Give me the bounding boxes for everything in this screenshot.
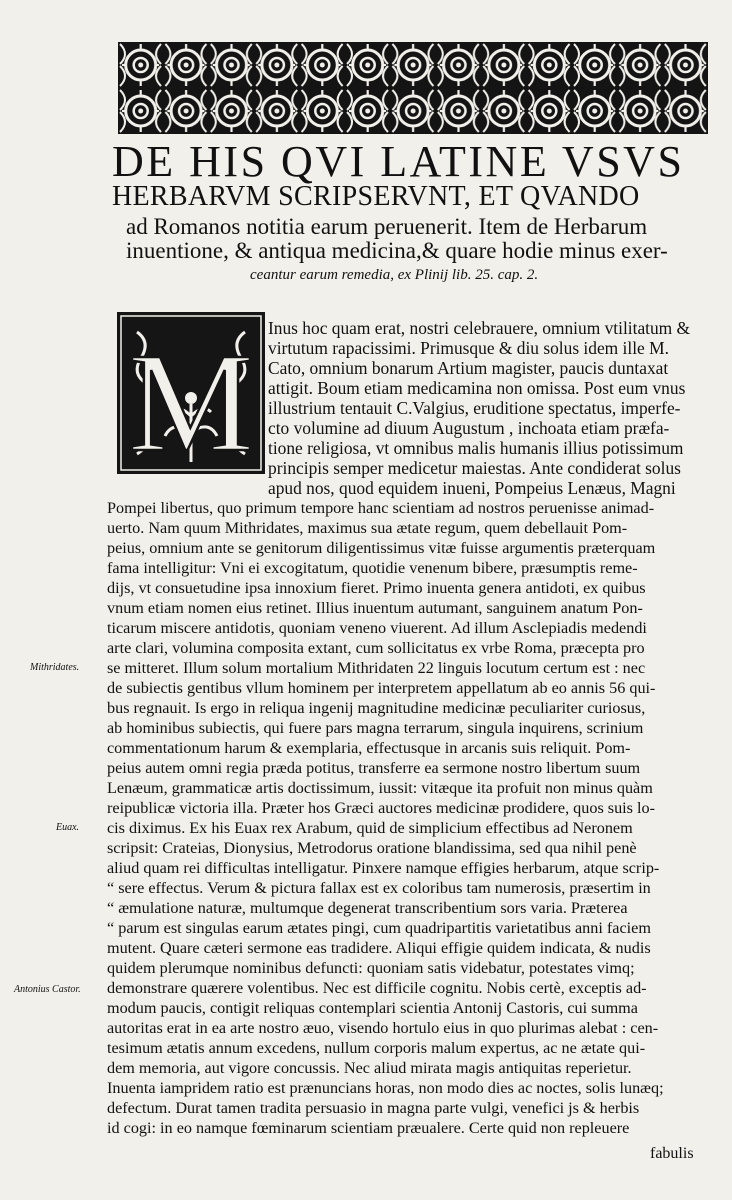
- chapter-source-reference: ceantur earum remedia, ex Plinij lib. 25. cap. 2.: [250, 267, 539, 283]
- text-line: Inuenta iampridem ratio est prænuncians horas, non modo dies ac noctes, solis lunæq;: [107, 1079, 664, 1097]
- decorated-initial: [117, 312, 265, 474]
- text-line: Inus hoc quam erat, nostri celebrauere, omnium vtilitatum &: [268, 318, 691, 338]
- text-line: ticarum miscere antidotis, quoniam veneno viuerent. Ad illum Asclepiadis medendi: [107, 619, 647, 637]
- text-line: autoritas erat in ea arte nostro æuo, visendo hortulo eius in quo plurimas alebat : cen-: [107, 1019, 659, 1037]
- text-line: scripsit: Crateias, Dionysius, Metrodorus oratione blandissima, sed qua nihil penè: [107, 839, 637, 857]
- text-line: cis diximus. Ex his Euax rex Arabum, quid de simplicium effectibus ad Neronem: [107, 819, 633, 837]
- chapter-title: DE HIS QVI LATINE VSVS: [112, 137, 685, 186]
- text-line: commentationum harum & exemplaria, effectusque in arcanis suis reliquit. Pom-: [107, 739, 631, 757]
- text-line: modum paucis, contigit reliquas contemplari scientia Antonij Castoris, cui summa: [107, 999, 638, 1017]
- text-line: attigit. Boum etiam medicamina non omissa. Post eum vnus: [268, 378, 686, 398]
- margin-note-mithridates: Mithridates.: [30, 662, 80, 673]
- text-line: apud nos, quod equidem inueni, Pompeius Lenæus, Magni: [268, 478, 676, 498]
- text-line: “ æmulatione naturæ, multumque degenerat transcribentium sors varia. Præterea: [107, 899, 628, 917]
- text-line: id cogi: in eo namque fœminarum scientiam præualere. Certe quid non repleuere: [107, 1119, 630, 1137]
- text-line: peius, omnium ante se genitorum diligentissimus vitæ fuisse argumentis præterquam: [107, 539, 656, 557]
- text-line: bus regnauit. Is ergo in reliqua ingenij magnitudine medicinæ peculiariter curiosus,: [107, 699, 646, 717]
- text-line: arte clari, volumina composita extant, cum sollicitatus ex vrbe Roma, præcepta pro: [107, 639, 645, 657]
- text-line: principis semper medicetur maiestas. Ante condiderat solus: [268, 458, 681, 478]
- text-line: peius autem omni regia præda potitus, transferre ea sermone nostro libertum suum: [107, 759, 641, 777]
- text-line: quidem plerumque nominibus defuncti: quoniam satis videbatur, potestates vimq;: [107, 959, 635, 977]
- catchword: fabulis: [650, 1145, 694, 1162]
- text-line: cto volumine ad diuum Augustum , inchoata etiam præfa-: [268, 418, 670, 438]
- text-line: mutent. Quare cæteri sermone eas tradidere. Aliqui effigie quidem indicata, & nudis: [107, 939, 651, 957]
- text-line: illustrium tentauit C.Valgius, eruditione spectatus, imperfe-: [268, 398, 681, 418]
- chapter-subtitle-line: ad Romanos notitia earum peruenerit. Item de Herbarum: [126, 214, 648, 239]
- chapter-subtitle-line: inuentione, & antiqua medicina,& quare hodie minus exer-: [126, 238, 668, 263]
- text-line: vnum etiam nomen eius retinet. Illius inuentum autumant, sanguinem anatum Pon-: [107, 599, 643, 617]
- text-line: dijs, vt consuetudine ipsa innoxium fieret. Primo inuenta genera antidoti, ex quibus: [107, 579, 646, 597]
- text-line: dem memoria, aut vigore concussis. Nec aliud mirata magis antiquitas reperietur.: [107, 1059, 632, 1077]
- text-line: de subiectis gentibus vllum hominem per interpretem appellatum ab eo annis 56 qui-: [107, 679, 656, 697]
- text-line: tesimum ætatis annum excedens, nullum corporis malum expertus, ac ne ætate qui-: [107, 1039, 646, 1057]
- text-line: defectum. Durat tamen tradita persuasio in magna parte vulgi, venefici js & herbis: [107, 1099, 640, 1117]
- text-line: fama intelligitur: Vni ei excogitatum, quotidie venenum bibere, præsumptis reme-: [107, 559, 638, 577]
- text-line: se mitteret. Illum solum mortalium Mithridaten 22 linguis locutum certum est : nec: [107, 659, 646, 677]
- text-line: “ parum est singulas earum ætates pingi, cum quadripartitis varietatibus anni faciem: [107, 919, 651, 937]
- text-line: “ sere effectus. Verum & pictura fallax est ex coloribus tam numerosis, præsertim in: [107, 879, 651, 897]
- text-line: virtutum rapacissimi. Primusque & diu solus idem ille M.: [268, 338, 669, 358]
- margin-note-antonius-castor: Antonius Castor.: [14, 984, 81, 995]
- text-line: demonstrare quærere volentibus. Nec est difficile cognitu. Nobis certè, exceptis ad-: [107, 979, 647, 997]
- text-line: reipublicæ victoria illa. Præter hos Græci auctores medicinæ prodidere, quos suis lo-: [107, 799, 656, 817]
- text-line: ab hominibus subiectis, qui fuere pars magna terrarum, singula inquirens, scrinium: [107, 719, 644, 737]
- text-line: uerto. Nam quum Mithridates, maximus sua ætate regum, quem debellauit Pom-: [107, 519, 628, 537]
- initial-letter: M: [127, 323, 255, 474]
- text-line: Lenæum, grammaticæ artis doctissimum, iussit: vitæque ita profuit non minus quàm: [107, 779, 653, 797]
- text-line: Cato, omnium bonarum Artium magister, paucis duntaxat: [268, 358, 669, 378]
- text-line: tione religiosa, vt omnibus malis humanis illius potissimum: [268, 438, 684, 458]
- text-line: Pompei libertus, quo primum tempore hanc scientiam ad nostros peruenisse animad-: [107, 499, 655, 517]
- text-line: aliud quam rei difficultas intelligatur. Pinxere namque effigies herbarum, atque scrip-: [107, 859, 660, 877]
- margin-note-euax: Euax.: [56, 822, 80, 833]
- chapter-title-continued: HERBARVM SCRIPSERVNT, ET QVANDO: [112, 181, 640, 212]
- ornamental-header-band: [118, 42, 708, 134]
